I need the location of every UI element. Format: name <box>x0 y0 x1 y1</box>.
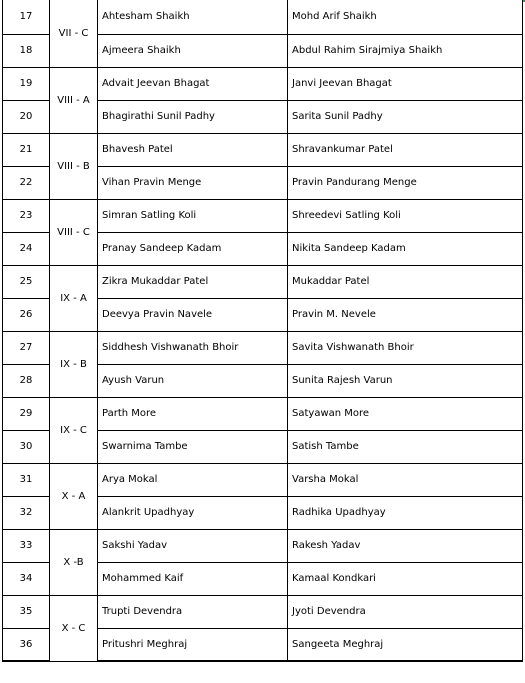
table-row <box>3 265 523 298</box>
serial-number-cell[interactable]: 28 <box>3 364 50 397</box>
serial-number-cell[interactable]: 36 <box>3 628 50 661</box>
student-name-cell[interactable]: Pranay Sandeep Kadam <box>98 232 288 265</box>
student-name-cell[interactable]: Ayush Varun <box>98 364 288 397</box>
class-cell[interactable]: VIII - C <box>50 199 98 265</box>
parent-name-cell[interactable]: Pravin M. Nevele <box>288 298 523 331</box>
serial-number-cell[interactable]: 21 <box>3 133 50 166</box>
parent-name-cell[interactable]: Shreedevi Satling Koli <box>288 199 523 232</box>
serial-number-cell[interactable]: 24 <box>3 232 50 265</box>
parent-name-cell[interactable]: Satish Tambe <box>288 430 523 463</box>
class-cell[interactable]: X - A <box>50 463 98 529</box>
parent-name-cell[interactable]: Sunita Rajesh Varun <box>288 364 523 397</box>
student-table <box>2 0 523 662</box>
class-cell[interactable]: VII - C <box>50 0 98 67</box>
class-cell[interactable]: IX - C <box>50 397 98 463</box>
class-cell[interactable]: X -B <box>50 529 98 595</box>
parent-name-cell[interactable]: Satyawan More <box>288 397 523 430</box>
student-name-cell[interactable]: Sakshi Yadav <box>98 529 288 562</box>
serial-number-cell[interactable]: 32 <box>3 496 50 529</box>
student-name-cell[interactable]: Pritushri Meghraj <box>98 628 288 661</box>
class-cell[interactable]: VIII - A <box>50 67 98 133</box>
parent-name-cell[interactable]: Kamaal Kondkari <box>288 562 523 595</box>
student-name-cell[interactable]: Siddhesh Vishwanath Bhoir <box>98 331 288 364</box>
student-name-cell[interactable]: Vihan Pravin Menge <box>98 166 288 199</box>
serial-number-cell[interactable]: 17 <box>3 0 50 34</box>
class-cell[interactable]: IX - B <box>50 331 98 397</box>
parent-name-cell[interactable]: Sarita Sunil Padhy <box>288 100 523 133</box>
table-row <box>3 133 523 166</box>
student-name-cell[interactable]: Advait Jeevan Bhagat <box>98 67 288 100</box>
serial-number-cell[interactable]: 23 <box>3 199 50 232</box>
serial-number-cell[interactable]: 30 <box>3 430 50 463</box>
parent-name-cell[interactable]: Nikita Sandeep Kadam <box>288 232 523 265</box>
parent-name-cell[interactable]: Rakesh Yadav <box>288 529 523 562</box>
student-name-cell[interactable]: Deevya Pravin Navele <box>98 298 288 331</box>
student-name-cell[interactable]: Trupti Devendra <box>98 595 288 628</box>
student-name-cell[interactable]: Swarnima Tambe <box>98 430 288 463</box>
student-name-cell[interactable]: Bhagirathi Sunil Padhy <box>98 100 288 133</box>
parent-name-cell[interactable]: Janvi Jeevan Bhagat <box>288 67 523 100</box>
serial-number-cell[interactable]: 22 <box>3 166 50 199</box>
table-row <box>3 0 523 34</box>
parent-name-cell[interactable]: Abdul Rahim Sirajmiya Shaikh <box>288 34 523 67</box>
student-name-cell[interactable]: Parth More <box>98 397 288 430</box>
serial-number-cell[interactable]: 34 <box>3 562 50 595</box>
table-row <box>3 529 523 562</box>
parent-name-cell[interactable]: Varsha Mokal <box>288 463 523 496</box>
serial-number-cell[interactable]: 31 <box>3 463 50 496</box>
table-row <box>3 331 523 364</box>
serial-number-cell[interactable]: 19 <box>3 67 50 100</box>
serial-number-cell[interactable]: 33 <box>3 529 50 562</box>
parent-name-cell[interactable]: Mohd Arif Shaikh <box>288 0 523 34</box>
parent-name-cell[interactable]: Pravin Pandurang Menge <box>288 166 523 199</box>
serial-number-cell[interactable]: 25 <box>3 265 50 298</box>
parent-name-cell[interactable]: Shravankumar Patel <box>288 133 523 166</box>
student-name-cell[interactable]: Ajmeera Shaikh <box>98 34 288 67</box>
class-cell[interactable]: IX - A <box>50 265 98 331</box>
table-row <box>3 463 523 496</box>
parent-name-cell[interactable]: Savita Vishwanath Bhoir <box>288 331 523 364</box>
serial-number-cell[interactable]: 35 <box>3 595 50 628</box>
class-cell[interactable]: X - C <box>50 595 98 661</box>
parent-name-cell[interactable]: Radhika Upadhyay <box>288 496 523 529</box>
student-name-cell[interactable]: Mohammed Kaif <box>98 562 288 595</box>
student-name-cell[interactable]: Simran Satling Koli <box>98 199 288 232</box>
serial-number-cell[interactable]: 18 <box>3 34 50 67</box>
serial-number-cell[interactable]: 29 <box>3 397 50 430</box>
table-row <box>3 397 523 430</box>
student-name-cell[interactable]: Ahtesham Shaikh <box>98 0 288 34</box>
table-row <box>3 595 523 628</box>
student-name-cell[interactable]: Bhavesh Patel <box>98 133 288 166</box>
serial-number-cell[interactable]: 27 <box>3 331 50 364</box>
parent-name-cell[interactable]: Jyoti Devendra <box>288 595 523 628</box>
student-name-cell[interactable]: Zikra Mukaddar Patel <box>98 265 288 298</box>
parent-name-cell[interactable]: Mukaddar Patel <box>288 265 523 298</box>
table-row <box>3 199 523 232</box>
table-row <box>3 67 523 100</box>
student-table-body <box>3 0 523 661</box>
serial-number-cell[interactable]: 26 <box>3 298 50 331</box>
class-cell[interactable]: VIII - B <box>50 133 98 199</box>
student-name-cell[interactable]: Arya Mokal <box>98 463 288 496</box>
student-name-cell[interactable]: Alankrit Upadhyay <box>98 496 288 529</box>
serial-number-cell[interactable]: 20 <box>3 100 50 133</box>
parent-name-cell[interactable]: Sangeeta Meghraj <box>288 628 523 661</box>
